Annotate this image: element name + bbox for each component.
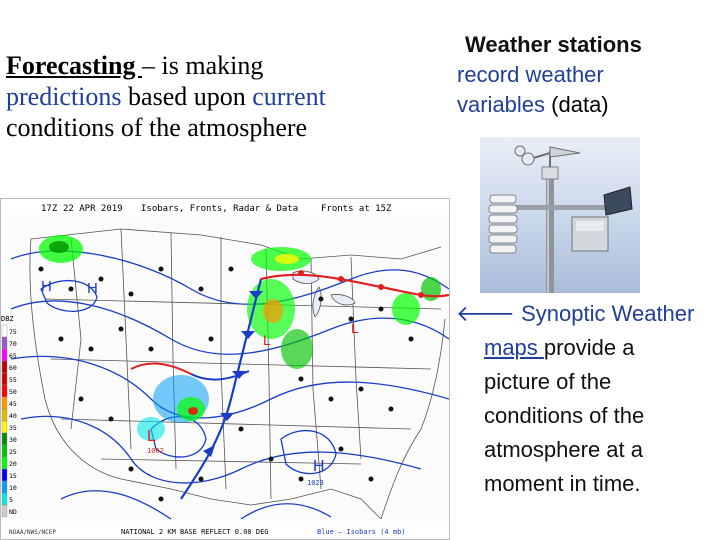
- definition-dash: – is making: [142, 51, 264, 80]
- dbz-scale-label: DBZ: [1, 315, 14, 323]
- weather-stations-title: Weather stations: [465, 32, 642, 57]
- dbz-scale-swatch: [2, 433, 7, 445]
- dbz-scale-value: 70: [9, 340, 17, 348]
- synoptic-line-4: conditions of the: [484, 403, 645, 428]
- left-arrow-icon: 🡐: [456, 301, 522, 326]
- synoptic-line-5: atmosphere at a: [484, 437, 643, 462]
- dbz-scale-value: 15: [9, 472, 17, 480]
- data-word: (data): [545, 92, 609, 117]
- map-header-time: 17Z: [41, 204, 58, 214]
- high-pressure-center-3: H: [87, 280, 98, 297]
- low-pressure-center-2: L: [263, 332, 271, 348]
- synoptic-line-2: [456, 331, 711, 365]
- dbz-scale-swatch: [2, 361, 7, 373]
- synoptic-line-6: moment in time.: [484, 471, 641, 496]
- map-footer-isobars: Blue – Isobars (4 mb): [317, 528, 406, 536]
- map-footer-source: NOAA/NWS/NCEP: [9, 529, 56, 536]
- dbz-scale-swatch: [2, 457, 7, 469]
- dbz-scale-value: 40: [9, 412, 17, 420]
- synoptic-maps-text: [456, 297, 711, 501]
- synoptic-line-1: [456, 297, 711, 331]
- dbz-scale-swatch: [2, 373, 7, 385]
- map-canvas: [1, 199, 450, 540]
- record-weather-line: record weather: [457, 62, 604, 87]
- forecasting-definition: [6, 50, 416, 143]
- based-upon-text: based upon: [121, 82, 253, 111]
- variables-line: [457, 90, 707, 120]
- dbz-scale-swatch: [2, 337, 7, 349]
- dbz-scale-value: 65: [9, 352, 17, 360]
- dbz-scale-swatch: [2, 421, 7, 433]
- high-pressure-center: H: [313, 458, 325, 475]
- dbz-scale-value: ND: [9, 508, 17, 516]
- map-footer-product: NATIONAL 2 KM BASE REFLECT 0.00 DEG: [121, 528, 269, 536]
- weather-station-photo: [480, 137, 640, 293]
- map-header-title: Isobars, Fronts, Radar & Data: [141, 204, 299, 214]
- low-pressure-value: 1002: [147, 447, 164, 455]
- predictions-word: predictions: [6, 82, 122, 111]
- map-header-fronts: Fronts at 15Z: [321, 204, 392, 214]
- synoptic-weather-words: Synoptic Weather: [521, 301, 695, 326]
- dbz-scale-value: 20: [9, 460, 17, 468]
- dbz-scale-swatch: [2, 469, 7, 481]
- dbz-scale-value: 50: [9, 388, 17, 396]
- maps-word: maps: [484, 335, 544, 360]
- dbz-scale-swatch: [2, 409, 7, 421]
- dbz-scale-value: 75: [9, 328, 17, 336]
- dbz-scale-swatch: [2, 385, 7, 397]
- low-pressure-center-3: L: [351, 320, 359, 336]
- dbz-scale-value: 60: [9, 364, 17, 372]
- dbz-scale-value: 25: [9, 448, 17, 456]
- provide-a-text: provide a: [543, 335, 635, 360]
- dbz-scale-swatch: [2, 397, 7, 409]
- dbz-scale-swatch: [2, 445, 7, 457]
- high-pressure-value: 1023: [307, 479, 324, 487]
- low-pressure-center: L: [147, 428, 156, 445]
- dbz-scale-value: 55: [9, 376, 17, 384]
- dbz-scale-value: 30: [9, 436, 17, 444]
- dbz-scale-value: 5: [9, 496, 13, 504]
- current-word: current: [252, 82, 326, 111]
- synoptic-weather-map: [0, 198, 450, 540]
- dbz-scale-swatch: [2, 481, 7, 493]
- synoptic-line-3: picture of the: [484, 369, 612, 394]
- definition-line-2: [6, 81, 416, 112]
- high-pressure-center-2: H: [41, 278, 52, 295]
- dbz-scale-value: 10: [9, 484, 17, 492]
- definition-line-1: [6, 50, 416, 81]
- weather-stations-text: [457, 30, 707, 120]
- dbz-scale-value: 35: [9, 424, 17, 432]
- dbz-scale-value: 45: [9, 400, 17, 408]
- definition-line-3: conditions of the atmosphere: [6, 113, 308, 142]
- variables-word: variables: [457, 92, 546, 117]
- map-header-date: 22 APR 2019: [63, 204, 123, 214]
- dbz-scale-swatch: [2, 493, 7, 505]
- dbz-scale-swatch: [2, 325, 7, 337]
- forecasting-term: Forecasting: [6, 51, 142, 80]
- dbz-color-scale: [1, 315, 17, 517]
- dbz-scale-swatch: [2, 349, 7, 361]
- weather-station-illustration: [480, 137, 640, 293]
- dbz-scale-swatch: [2, 505, 7, 517]
